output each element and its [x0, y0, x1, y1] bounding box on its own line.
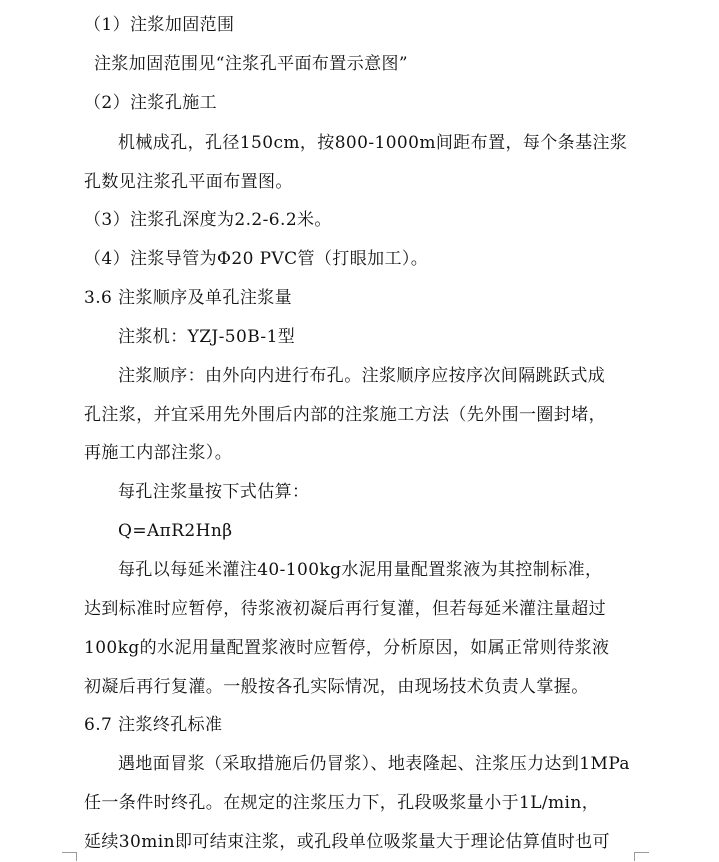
text-line: 孔数见注浆孔平面布置图。: [84, 172, 293, 192]
formula: Q=AπR2Hnβ: [118, 521, 233, 541]
margin-corner-mark-right: [634, 852, 649, 861]
text-line: 注浆机：YZJ-50B-1型: [118, 327, 296, 347]
margin-corner-mark-left: [62, 852, 77, 861]
text-line: 注浆加固范围见“注浆孔平面布置示意图”: [94, 54, 408, 74]
section-heading: 6.7 注浆终孔标准: [84, 715, 223, 735]
text-line: 孔注浆，并宜采用先外围后内部的注浆施工方法（先外围一圈封堵，: [84, 405, 606, 425]
text-line: 100kg的水泥用量配置浆液时应暂停，分析原因，如属正常则待浆液: [84, 638, 610, 658]
text-line: 遇地面冒浆（采取措施后仍冒浆）、地表隆起、注浆压力达到1MPa: [118, 754, 630, 774]
text-line: 初凝后再行复灌。一般按各孔实际情况，由现场技术负责人掌握。: [84, 677, 589, 697]
text-line: 每孔以每延米灌注40-100kg水泥用量配置浆液为其控制标准，: [118, 560, 603, 580]
text-line: 任一条件时终孔。在规定的注浆压力下，孔段吸浆量小于1L/min，: [84, 793, 600, 813]
text-line: 每孔注浆量按下式估算：: [118, 482, 310, 502]
section-heading: 3.6 注浆顺序及单孔注浆量: [84, 288, 293, 308]
text-line: 达到标准时应暂停，待浆液初凝后再行复灌，但若每延米灌注量超过: [84, 599, 606, 619]
text-line: 延续30min即可结束注浆，或孔段单位吸浆量大于理论估算值时也可: [84, 832, 610, 852]
text-line: （4）注浆导管为Φ20 PVC管（打眼加工）。: [84, 249, 429, 269]
text-line: （2）注浆孔施工: [84, 93, 218, 113]
text-line: 注浆顺序：由外向内进行布孔。注浆顺序应按序次间隔跳跃式成: [118, 366, 606, 386]
text-line: （3）注浆孔深度为2.2-6.2米。: [84, 210, 332, 230]
text-line: 再施工内部注浆）。: [84, 443, 233, 463]
text-line: （1）注浆加固范围: [84, 15, 235, 35]
text-line: 机械成孔，孔径150cm，按800-1000m间距布置，每个条基注浆: [118, 133, 628, 153]
